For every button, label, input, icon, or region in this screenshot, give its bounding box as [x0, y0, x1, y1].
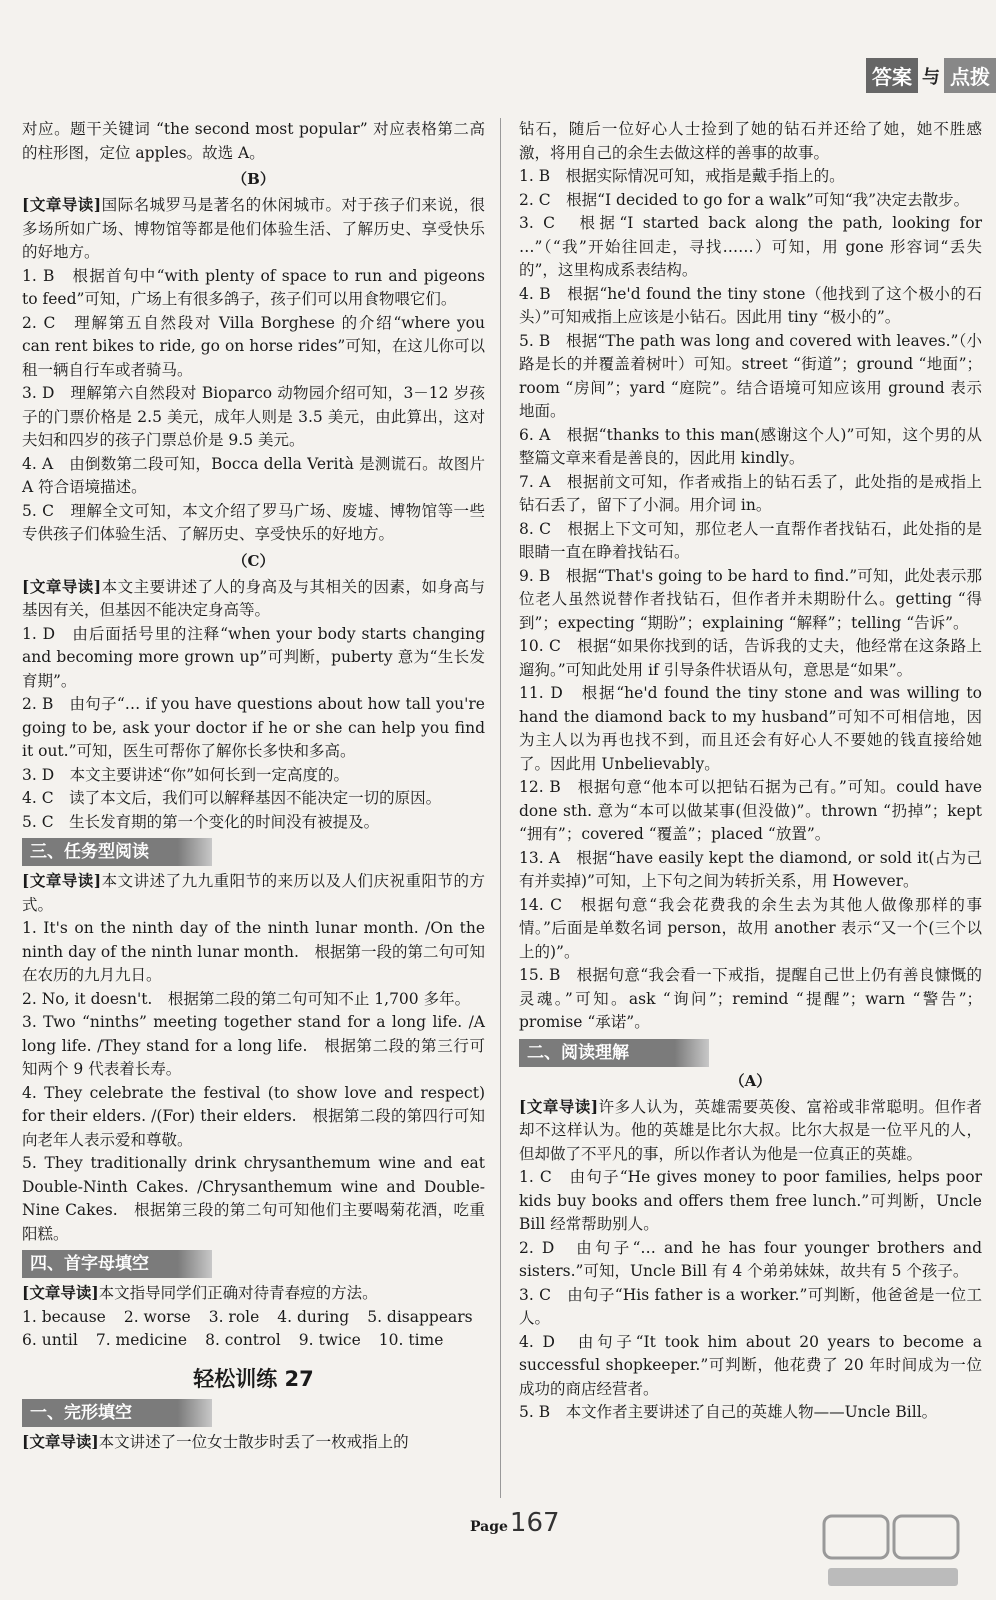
watermark-logo-icon: [818, 1510, 968, 1592]
answer-item: 7. A 根据前文可知，作者戒指上的钻石丢了，此处指的是戒指上钻石丢了，留下了小洞。用介词 in。: [519, 472, 982, 514]
fill-answers-row-2: [22, 1329, 485, 1353]
section-header-reading: 二、阅读理解: [519, 1039, 709, 1067]
guide-label: [文章导读]: [22, 1431, 99, 1451]
fill-answer: 3. role: [208, 1307, 260, 1326]
guide-fill: [22, 1281, 485, 1306]
answer-item: 2. C 根据“I decided to go for a walk”可知“我”决定去散步。: [519, 190, 970, 209]
answer-item: 4. C 读了本文后，我们可以解释基因不能决定一切的原因。: [22, 789, 442, 807]
answer-item: 10. C 根据“如果你找到的话，告诉我的丈夫，他经常在这条路上遛狗。”可知此处用 if 引导条件状语从句，意思是“如果”。: [519, 637, 982, 679]
answer-item: 5. B 根据“The path was long and covered with leaves.”（小路是长的并覆盖着树叶）可知。street “街道”；ground “地面”；room “房间”；yard “庭院”。结合语境可知应该用 ground 表示地面。: [519, 331, 982, 420]
fill-answer: 4. during: [277, 1307, 350, 1326]
answer-item: 3. D 理解第六自然段对 Bioparco 动物园介绍可知，3－12 岁孩子的门票价格是 2.5 美元，成年人则是 3.5 美元，由此算出，这对夫妇和四岁的孩子门票总价是 9.5 美元。: [22, 384, 485, 449]
answer-item: 1. D 由后面括号里的注释“when your body starts changing and becoming more grown up”可判断，puberty 意为“生长发育期”。: [22, 624, 485, 690]
section-header-initial-letter: 四、首字母填空: [22, 1250, 212, 1278]
answer-badge: [866, 58, 996, 93]
fill-answer: 1. because: [22, 1307, 106, 1326]
page-footer: [470, 1508, 560, 1538]
section-a-heading: （A）: [729, 1071, 772, 1090]
answer-item: 5. C 生长发育期的第一个变化的时间没有被提及。: [22, 812, 380, 831]
guide-text: 本文讲述了一位女士散步时丢了一枚戒指上的: [98, 1432, 409, 1451]
answer-item: 3. C 根据“I started back along the path, looking for …”（“我”开始往回走，寻找……）可知，用 gone 形容词“丢失的”，这里构成系表结构。: [519, 214, 982, 279]
badge-and-label: 与: [922, 66, 940, 88]
answer-item: 2. D 由句子“… and he has four younger brothers and sisters.”可知，Uncle Bill 有 4 个弟弟妹妹，故共有 5 个孩子。: [519, 1238, 982, 1280]
answer-item: 2. C 理解第五自然段对 Villa Borghese 的介绍“where you can rent bikes to ride, go on horse rides”可知，在这儿你可以租一辆自行车或者骑马。: [22, 313, 485, 379]
answer-item: 3. D 本文主要讲述“你”如何长到一定高度的。: [22, 765, 349, 784]
answer-item: 5. C 理解全文可知，本文介绍了罗马广场、废墟、博物馆等一些专供孩子们体验生活、了解历史、享受快乐的好地方。: [22, 501, 485, 543]
answer-item: 15. B 根据句意“我会看一下戒指，提醒自己世上仍有善良慷慨的灵魂。”可知。ask “询问”；remind “提醒”；warn “警告”；promise “承诺”。: [519, 966, 982, 1031]
fill-answer: 5. disappears: [367, 1307, 473, 1326]
section-b-heading: （B）: [232, 170, 275, 188]
fill-answer: 6. until: [22, 1331, 78, 1349]
answer-item: 8. C 根据上下文可知，那位老人一直帮作者找钻石，此处指的是眼睛一直在睁着找钻石。: [519, 519, 982, 561]
badge-answer-label: 答案: [866, 58, 918, 93]
answer-item: 1. It's on the ninth day of the ninth lunar month. /On the ninth day of the ninth lunar month. 根据第一段的第二句可知在农历的九月九日。: [22, 919, 485, 984]
answer-item: 9. B 根据“That's going to be hard to find.”可知，此处表示那位老人虽然说替作者找钻石，但作者并未期盼什么。getting “得到”；expecting “期盼”；explaining “解释”；telling “告诉”。: [519, 566, 982, 632]
answer-item: 4. B 根据“he'd found the tiny stone（他找到了这个极小的石头）”可知戒指上应该是小钻石。因此用 tiny “极小的”。: [519, 284, 982, 326]
guide-cloze: [22, 1430, 485, 1455]
fill-answer: 8. control: [205, 1331, 281, 1349]
section-header-task-reading: 三、任务型阅读: [22, 838, 212, 866]
page-label: Page: [470, 1519, 508, 1535]
fill-answer: 10. time: [378, 1331, 444, 1349]
guide-label: [文章导读]: [22, 576, 102, 596]
fill-answer: 7. medicine: [95, 1331, 188, 1349]
answer-item: 14. C 根据句意“我会花费我的余生去为其他人做像那样的事情。”后面是单数名词 person，故用 another 表示“又一个(三个以上的)”。: [519, 895, 982, 961]
answer-item: 2. B 由句子“… if you have questions about how tall you're going to be, ask your doctor if he or she can help you find it out.”可知，医生可帮你了解你长多快和多高。: [22, 695, 485, 760]
badge-comment-label: 点拨: [944, 58, 996, 93]
answer-item: 12. B 根据句意“他本可以把钻石据为己有。”可知。could have done sth. 意为“本可以做某事(但没做)”。thrown “扔掉”；kept “拥有”；covered “覆盖”；placed “放置”。: [519, 778, 982, 843]
fill-answer: 9. twice: [298, 1331, 361, 1349]
answer-item: 1. C 由句子“He gives money to poor families, helps poor kids buy books and offers them free lunch.”可判断，Uncle Bill 经常帮助别人。: [519, 1168, 982, 1233]
answer-item: 5. B 本文作者主要讲述了自己的英雄人物——Uncle Bill。: [519, 1403, 938, 1421]
right-column: [519, 118, 982, 1425]
guide-text: 本文讲述了九九重阳节的来历以及人们庆祝重阳节的方式。: [22, 872, 485, 914]
guide-label: [文章导读]: [519, 1096, 599, 1116]
answer-item: 5. They traditionally drink chrysanthemum wine and eat Double-Ninth Cakes. /Chrysanthemum wine and Double-Nine Cakes. 根据第三段的第二句可知他们主要喝菊花酒，吃重阳糕。: [22, 1154, 485, 1243]
answer-item: 11. D 根据“he'd found the tiny stone and was willing to hand the diamond back to my husband”可知不可相信地，因为主人以为再也找不到，而且还会有好心人不要她的钱直接给她了。因此用 Unbelievably。: [519, 684, 982, 773]
paragraph: 钻石，随后一位好心人士捡到了她的钻石并还给了她，她不胜感激，将用自己的余生去做这样的善事的故事。: [519, 120, 982, 162]
guide-text: 许多人认为，英雄需要英俊、富裕或非常聪明。但作者却不这样认为。他的英雄是比尔大叔。比尔大叔是一位平凡的人，但却做了不平凡的事，所以作者认为他是一位真正的英雄。: [519, 1097, 982, 1163]
page-number: 167: [509, 1508, 560, 1538]
answer-item: 3. C 由句子“His father is a worker.”可判断，他爸爸是一位工人。: [519, 1285, 982, 1327]
answer-item: 1. B 根据实际情况可知，戒指是戴手指上的。: [519, 167, 845, 185]
answer-item: 4. A 由倒数第二段可知，Bocca della Verità 是测谎石。故图片 A 符合语境描述。: [22, 454, 485, 496]
column-divider: [500, 118, 501, 1498]
guide-a: [519, 1095, 982, 1167]
section-header-cloze: 一、完形填空: [22, 1399, 212, 1427]
guide-b: [22, 193, 485, 265]
unit-title: 轻松训练 27: [193, 1366, 314, 1391]
paragraph: 对应。题干关键词 “the second most popular” 对应表格第二高的柱形图，定位 apples。故选 A。: [22, 120, 485, 162]
guide-text: 国际名城罗马是著名的休闲城市。对于孩子们来说，很多场所如广场、博物馆等都是他们体验生活、了解历史、享受快乐的好地方。: [22, 196, 485, 261]
answer-item: 2. No, it doesn't. 根据第二段的第二句可知不止 1,700 多年。: [22, 989, 471, 1008]
guide-text: 本文指导同学们正确对待青春痘的方法。: [98, 1284, 378, 1302]
section-c-heading: （C）: [232, 551, 275, 570]
guide-task: [22, 869, 485, 917]
guide-label: [文章导读]: [22, 1283, 99, 1302]
left-column: [22, 118, 485, 1454]
guide-c: [22, 575, 485, 623]
answer-item: 13. A 根据“have easily kept the diamond, or sold it(占为己有并卖掉)”可知，上下句之间为转折关系，用 However。: [519, 848, 982, 890]
answer-item: 4. D 由句子“It took him about 20 years to become a successful shopkeeper.”可判断，他花费了 20 年时间成为一位成功的商店经营者。: [519, 1332, 982, 1398]
fill-answers-row-1: [22, 1306, 485, 1330]
fill-answer: 2. worse: [123, 1307, 191, 1326]
answer-item: 1. B 根据首句中“with plenty of space to run and pigeons to feed”可知，广场上有很多鸽子，孩子们可以用食物喂它们。: [22, 266, 485, 308]
answer-item: 3. Two “ninths” meeting together stand for a long life. /A long life. /They stand for a long life. 根据第二段的第三行可知两个 9 代表着长寿。: [22, 1013, 485, 1078]
answer-item: 6. A 根据“thanks to this man(感谢这个人)”可知，这个男的从整篇文章来看是善良的，因此用 kindly。: [519, 425, 982, 467]
guide-text: 本文主要讲述了人的身高及与其相关的因素，如身高与基因有关，但基因不能决定身高等。: [22, 577, 485, 619]
answer-item: 4. They celebrate the festival (to show love and respect) for their elders. /(For) their elders. 根据第二段的第四行可知向老年人表示爱和尊敬。: [22, 1083, 485, 1149]
guide-label: [文章导读]: [22, 195, 102, 214]
guide-label: [文章导读]: [22, 871, 102, 890]
